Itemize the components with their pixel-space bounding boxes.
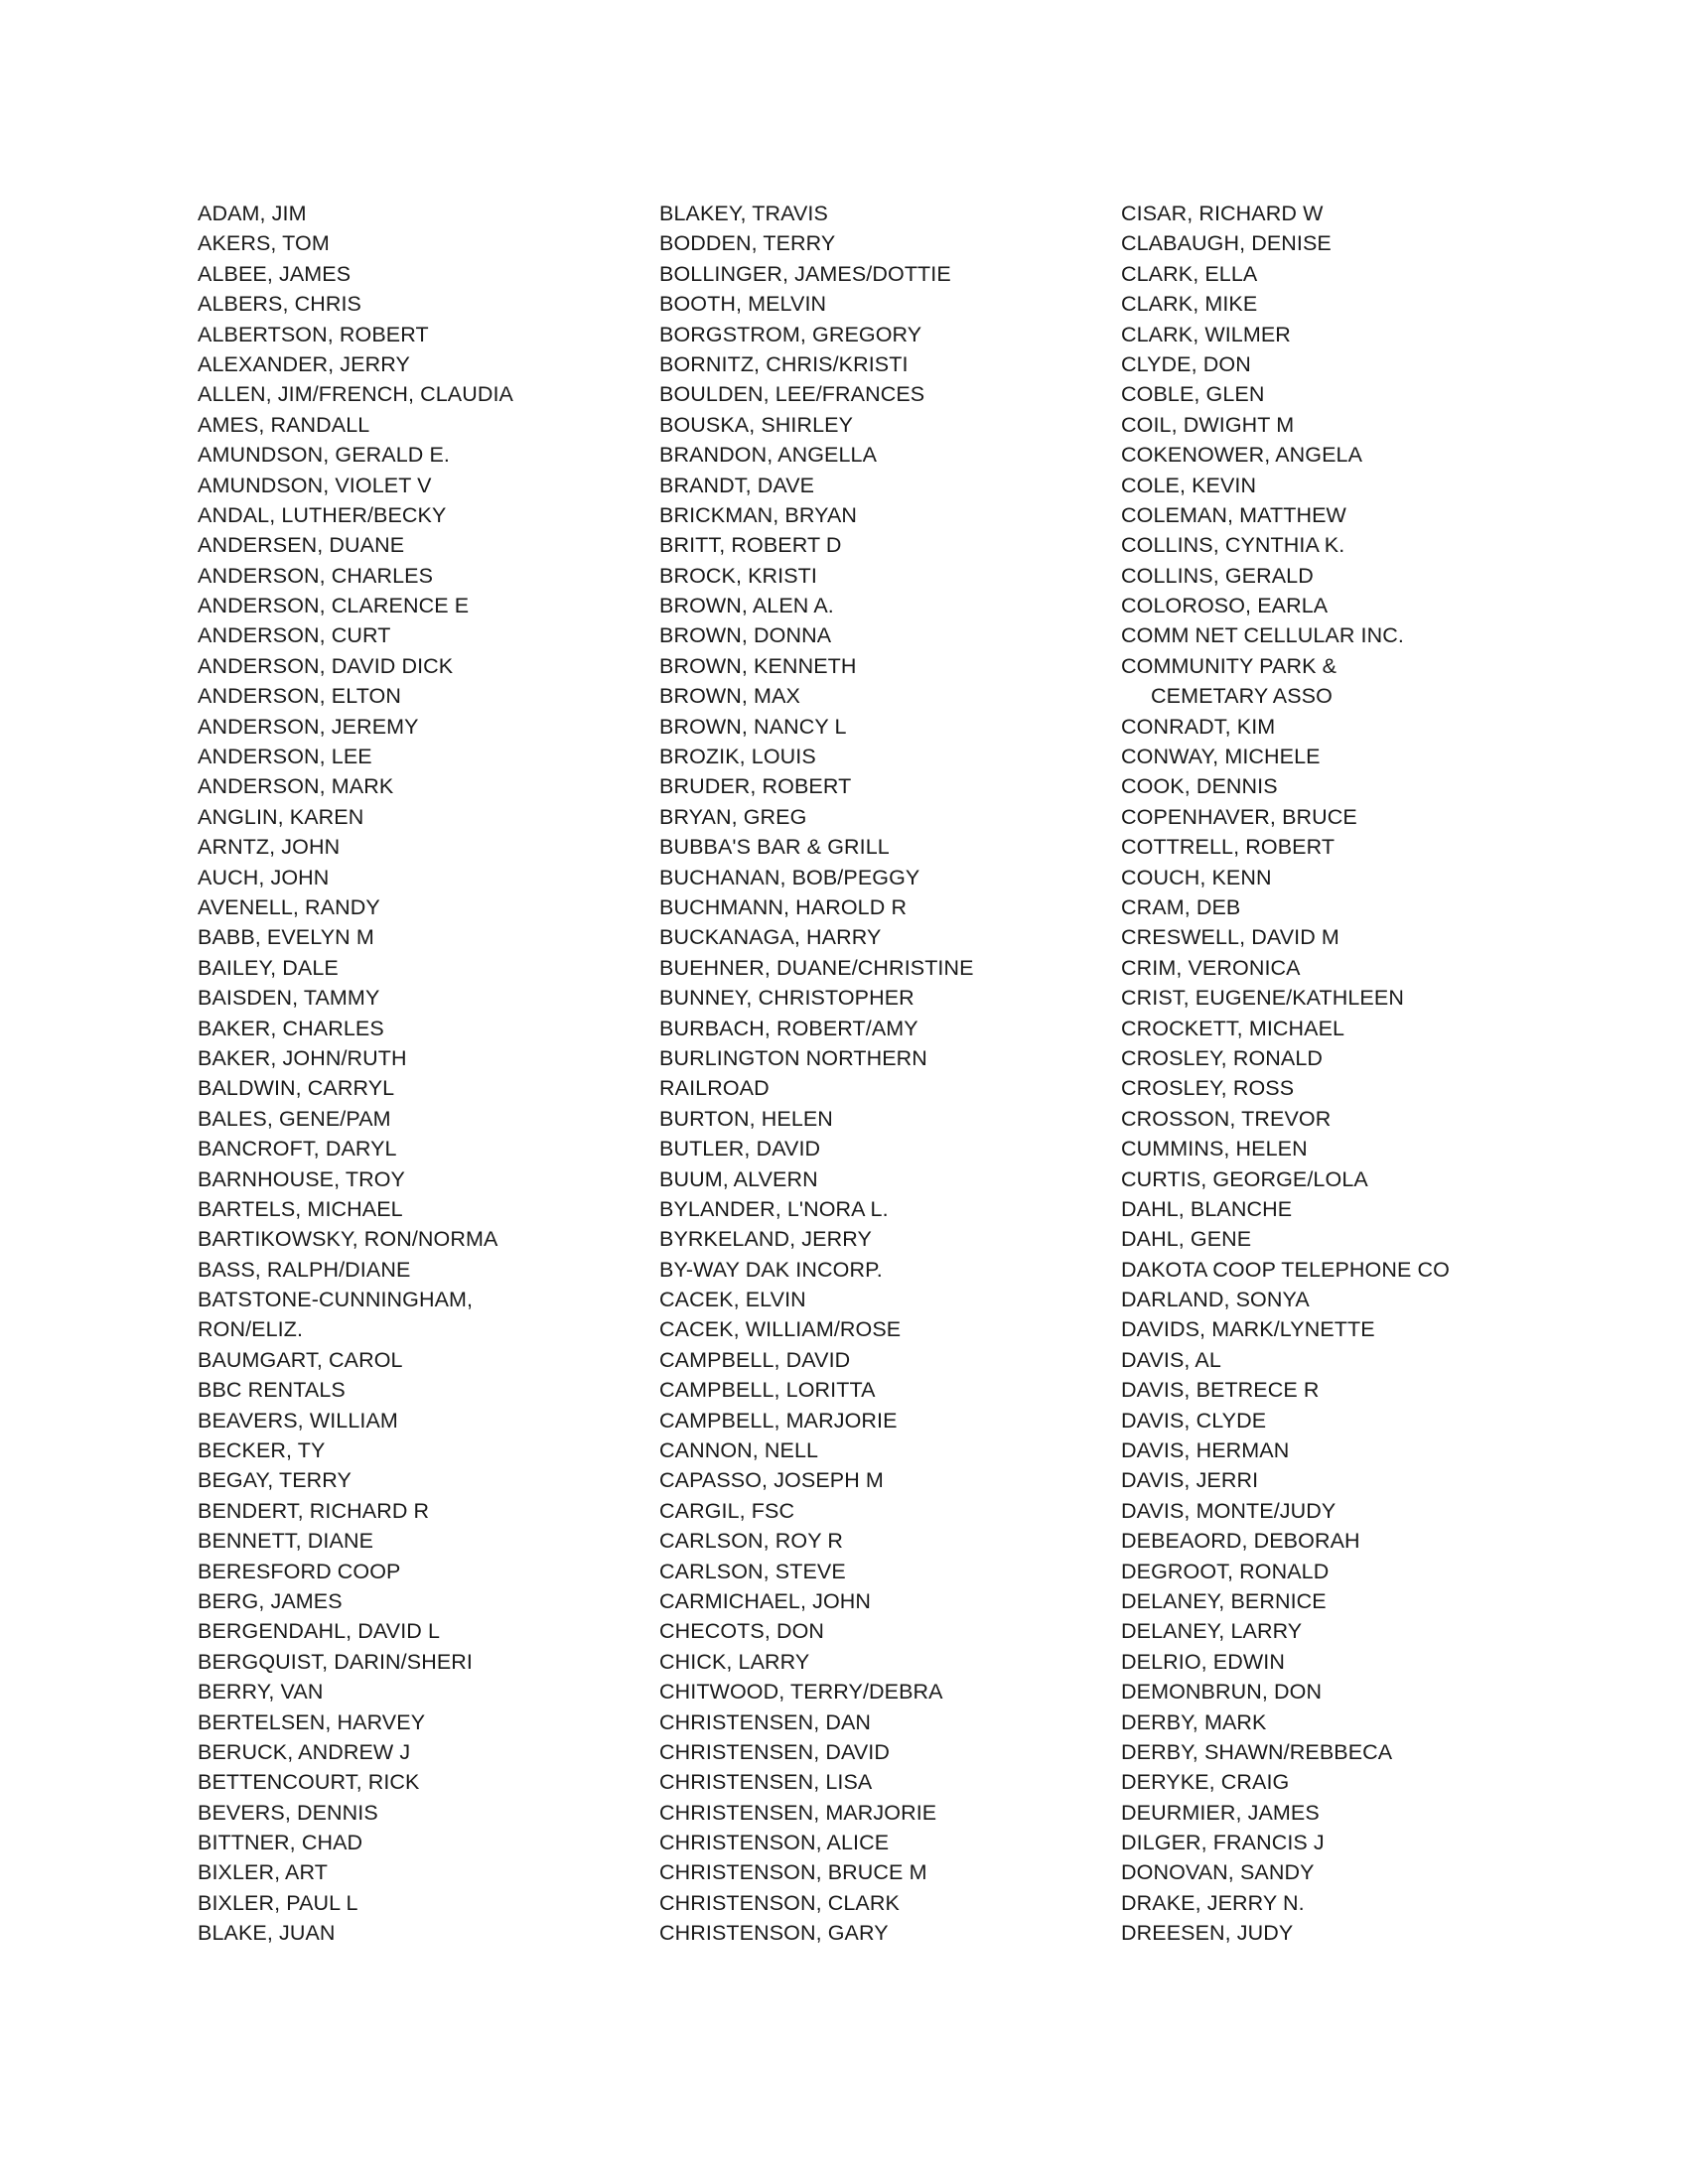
name-entry: BABB, EVELYN M — [198, 925, 374, 950]
name-entry: BARNHOUSE, TROY — [198, 1166, 405, 1191]
name-entry: BAKER, CHARLES — [198, 1016, 384, 1040]
name-entry: CARGIL, FSC — [659, 1498, 795, 1523]
name-entry: CAMPBELL, DAVID — [659, 1347, 851, 1372]
name-column-3 — [1121, 199, 1618, 1949]
name-entry: DAHL, BLANCHE — [1121, 1196, 1293, 1221]
name-entry: RAILROAD — [659, 1076, 770, 1101]
name-entry: DAVIS, JERRI — [1121, 1468, 1259, 1493]
name-entry: BRANDON, ANGELLA — [659, 443, 878, 468]
name-entry: ANDERSON, CURT — [198, 623, 391, 648]
name-entry: DERBY, MARK — [1121, 1709, 1267, 1734]
name-entry: BARTELS, MICHAEL — [198, 1196, 403, 1221]
name-entry: CROCKETT, MICHAEL — [1121, 1016, 1345, 1040]
name-entry: ANDERSON, JEREMY — [198, 714, 419, 739]
name-entry: BARTIKOWSKY, RON/NORMA — [198, 1227, 498, 1252]
name-entry: DAVIS, AL — [1121, 1347, 1221, 1372]
name-entry: BENNETT, DIANE — [198, 1529, 374, 1554]
name-entry: DAVIS, CLYDE — [1121, 1408, 1267, 1433]
name-entry: CRESWELL, DAVID M — [1121, 925, 1339, 950]
name-entry: CAMPBELL, LORITTA — [659, 1378, 876, 1403]
name-entry: COLE, KEVIN — [1121, 473, 1257, 497]
name-entry: BODDEN, TERRY — [659, 231, 836, 256]
name-entry: BAILEY, DALE — [198, 955, 339, 980]
name-entry: ALLEN, JIM/FRENCH, CLAUDIA — [198, 382, 513, 407]
name-entry: DEMONBRUN, DON — [1121, 1680, 1323, 1705]
name-entry: BEAVERS, WILLIAM — [198, 1408, 398, 1433]
name-entry: BERG, JAMES — [198, 1588, 343, 1613]
name-entry: COPENHAVER, BRUCE — [1121, 804, 1357, 829]
name-entry: BOULDEN, LEE/FRANCES — [659, 382, 925, 407]
name-entry: COLOROSO, EARLA — [1121, 594, 1329, 618]
name-entry: CACEK, ELVIN — [659, 1288, 806, 1312]
name-entry: ANDERSON, LEE — [198, 745, 372, 769]
name-entry: COUCH, KENN — [1121, 865, 1272, 889]
name-entry: BEGAY, TERRY — [198, 1468, 352, 1493]
name-entry: BLAKEY, TRAVIS — [659, 202, 828, 225]
name-entry: CONWAY, MICHELE — [1121, 745, 1321, 769]
name-entry: BUCKANAGA, HARRY — [659, 925, 882, 950]
name-entry: CHRISTENSON, BRUCE M — [659, 1860, 927, 1885]
name-entry: CARLSON, STEVE — [659, 1559, 846, 1583]
name-entry: BIXLER, ART — [198, 1860, 328, 1885]
name-entry: ANDERSON, CLARENCE E — [198, 594, 470, 618]
name-entry: DEURMIER, JAMES — [1121, 1800, 1320, 1825]
name-entry: BALES, GENE/PAM — [198, 1106, 391, 1131]
name-entry: BIXLER, PAUL L — [198, 1890, 358, 1915]
name-entry: AKERS, TOM — [198, 231, 330, 256]
name-entry: CROSSON, TREVOR — [1121, 1106, 1332, 1131]
name-entry: BOOTH, MELVIN — [659, 292, 827, 317]
name-entry: ANGLIN, KAREN — [198, 804, 364, 829]
name-entry: DAVIS, HERMAN — [1121, 1438, 1290, 1463]
name-entry: BROWN, MAX — [659, 684, 800, 709]
name-entry: CHRISTENSEN, DAN — [659, 1709, 872, 1734]
name-entry: CACEK, WILLIAM/ROSE — [659, 1317, 902, 1342]
name-entry: BYLANDER, L'NORA L. — [659, 1196, 889, 1221]
name-entry: COBLE, GLEN — [1121, 382, 1265, 407]
name-entry: DONOVAN, SANDY — [1121, 1860, 1315, 1885]
name-entry: BRANDT, DAVE — [659, 473, 815, 497]
name-entry: BANCROFT, DARYL — [198, 1137, 397, 1161]
name-entry: BURBACH, ROBERT/AMY — [659, 1016, 918, 1040]
name-entry: CHITWOOD, TERRY/DEBRA — [659, 1680, 943, 1705]
name-entry: DREESEN, JUDY — [1121, 1921, 1294, 1946]
name-entry: COOK, DENNIS — [1121, 774, 1278, 799]
name-entry: CEMETARY ASSO — [1151, 684, 1333, 709]
name-entry: ANDAL, LUTHER/BECKY — [198, 502, 447, 527]
name-entry: CHRISTENSON, ALICE — [659, 1831, 890, 1855]
name-entry: CHRISTENSON, CLARK — [659, 1890, 900, 1915]
name-entry: BAUMGART, CAROL — [198, 1347, 403, 1372]
name-entry: BROWN, ALEN A. — [659, 594, 834, 618]
name-entry: BBC RENTALS — [198, 1378, 346, 1403]
name-entry: BENDERT, RICHARD R — [198, 1498, 430, 1523]
name-entry: DERBY, SHAWN/REBBECA — [1121, 1739, 1393, 1764]
name-entry: BOUSKA, SHIRLEY — [659, 412, 854, 437]
name-entry: BRYAN, GREG — [659, 804, 807, 829]
name-entry: DAVIDS, MARK/LYNETTE — [1121, 1317, 1375, 1342]
name-entry: COTTRELL, ROBERT — [1121, 835, 1336, 860]
name-column-1 — [198, 199, 634, 1949]
name-entry: CHICK, LARRY — [659, 1649, 810, 1674]
name-entry: CANNON, NELL — [659, 1438, 819, 1463]
name-entry: CHRISTENSON, GARY — [659, 1921, 889, 1946]
name-entry: BROWN, DONNA — [659, 623, 832, 648]
name-entry: AMUNDSON, GERALD E. — [198, 443, 450, 468]
name-entry: ANDERSEN, DUANE — [198, 533, 405, 558]
name-entry: CURTIS, GEORGE/LOLA — [1121, 1166, 1368, 1191]
name-entry: CAMPBELL, MARJORIE — [659, 1408, 898, 1433]
name-entry: BORNITZ, CHRIS/KRISTI — [659, 351, 909, 376]
name-entry: COKENOWER, ANGELA — [1121, 443, 1363, 468]
name-entry: BETTENCOURT, RICK — [198, 1770, 420, 1795]
name-entry: ALEXANDER, JERRY — [198, 351, 410, 376]
name-entry: BECKER, TY — [198, 1438, 326, 1463]
name-entry: BERGQUIST, DARIN/SHERI — [198, 1649, 473, 1674]
name-entry: DELANEY, BERNICE — [1121, 1588, 1327, 1613]
name-entry: CHRISTENSEN, MARJORIE — [659, 1800, 937, 1825]
name-entry: CLABAUGH, DENISE — [1121, 231, 1332, 256]
name-entry: CAPASSO, JOSEPH M — [659, 1468, 884, 1493]
name-entry: BERGENDAHL, DAVID L — [198, 1619, 441, 1644]
name-entry: BAKER, JOHN/RUTH — [198, 1045, 407, 1070]
name-entry: ANDERSON, MARK — [198, 774, 394, 799]
name-entry: AMES, RANDALL — [198, 412, 370, 437]
name-entry: BASS, RALPH/DIANE — [198, 1257, 411, 1282]
name-entry: AUCH, JOHN — [198, 865, 330, 889]
name-entry: CARLSON, ROY R — [659, 1529, 843, 1554]
name-entry: BROCK, KRISTI — [659, 563, 817, 588]
name-entry: CRIM, VERONICA — [1121, 955, 1301, 980]
name-entry: BALDWIN, CARRYL — [198, 1076, 395, 1101]
name-entry: BROWN, NANCY L — [659, 714, 847, 739]
name-entry: CRIST, EUGENE/KATHLEEN — [1121, 986, 1404, 1011]
name-entry: BERUCK, ANDREW J — [198, 1739, 411, 1764]
name-entry: CLARK, WILMER — [1121, 322, 1291, 346]
name-entry: DERYKE, CRAIG — [1121, 1770, 1290, 1795]
name-entry: DAKOTA COOP TELEPHONE CO — [1121, 1257, 1450, 1282]
name-entry: CUMMINS, HELEN — [1121, 1137, 1308, 1161]
name-entry: BRITT, ROBERT D — [659, 533, 842, 558]
name-entry: BROWN, KENNETH — [659, 653, 857, 678]
name-entry: BERESFORD COOP — [198, 1559, 401, 1583]
name-entry: ANDERSON, CHARLES — [198, 563, 434, 588]
name-entry: CHECOTS, DON — [659, 1619, 825, 1644]
name-entry: DILGER, FRANCIS J — [1121, 1831, 1325, 1855]
name-entry: BERRY, VAN — [198, 1680, 324, 1705]
name-entry: AMUNDSON, VIOLET V — [198, 473, 432, 497]
name-entry: BUCHANAN, BOB/PEGGY — [659, 865, 920, 889]
name-entry: DELANEY, LARRY — [1121, 1619, 1303, 1644]
name-entry: BUEHNER, DUANE/CHRISTINE — [659, 955, 974, 980]
name-entry: DAVIS, BETRECE R — [1121, 1378, 1320, 1403]
name-entry: CISAR, RICHARD W — [1121, 202, 1324, 225]
name-entry: AVENELL, RANDY — [198, 894, 380, 919]
name-entry: COMM NET CELLULAR INC. — [1121, 623, 1404, 648]
name-entry: COLLINS, CYNTHIA K. — [1121, 533, 1345, 558]
name-entry: BEVERS, DENNIS — [198, 1800, 378, 1825]
name-entry: ANDERSON, ELTON — [198, 684, 401, 709]
name-entry: BURLINGTON NORTHERN — [659, 1045, 927, 1070]
name-entry: BUUM, ALVERN — [659, 1166, 818, 1191]
name-entry: BITTNER, CHAD — [198, 1831, 363, 1855]
name-entry: BROZIK, LOUIS — [659, 745, 816, 769]
name-entry: ALBEE, JAMES — [198, 261, 352, 286]
name-entry: BLAKE, JUAN — [198, 1921, 336, 1946]
name-entry: CLYDE, DON — [1121, 351, 1251, 376]
name-column-2 — [659, 199, 1096, 1949]
name-entry: BURTON, HELEN — [659, 1106, 833, 1131]
name-entry: BAISDEN, TAMMY — [198, 986, 380, 1011]
name-entry: ANDERSON, DAVID DICK — [198, 653, 454, 678]
name-entry: BRICKMAN, BRYAN — [659, 502, 858, 527]
name-entry: BUTLER, DAVID — [659, 1137, 821, 1161]
name-entry: CLARK, ELLA — [1121, 261, 1258, 286]
name-entry: BUNNEY, CHRISTOPHER — [659, 986, 914, 1011]
name-entry: COLEMAN, MATTHEW — [1121, 502, 1346, 527]
name-entry: BORGSTROM, GREGORY — [659, 322, 922, 346]
name-entry: CRAM, DEB — [1121, 894, 1241, 919]
name-entry: BUBBA'S BAR & GRILL — [659, 835, 890, 860]
name-entry: DAHL, GENE — [1121, 1227, 1252, 1252]
name-entry: BERTELSEN, HARVEY — [198, 1709, 426, 1734]
name-entry: CONRADT, KIM — [1121, 714, 1276, 739]
name-entry: ALBERS, CHRIS — [198, 292, 361, 317]
name-entry: BATSTONE-CUNNINGHAM, — [198, 1288, 474, 1312]
name-entry: CHRISTENSEN, DAVID — [659, 1739, 890, 1764]
name-entry: BOLLINGER, JAMES/DOTTIE — [659, 261, 951, 286]
name-entry: BYRKELAND, JERRY — [659, 1227, 872, 1252]
name-entry: RON/ELIZ. — [198, 1317, 304, 1342]
name-entry: COIL, DWIGHT M — [1121, 412, 1295, 437]
name-entry: CROSLEY, ROSS — [1121, 1076, 1295, 1101]
name-entry: CLARK, MIKE — [1121, 292, 1258, 317]
name-entry: DRAKE, JERRY N. — [1121, 1890, 1305, 1915]
name-entry: ALBERTSON, ROBERT — [198, 322, 429, 346]
name-entry: CHRISTENSEN, LISA — [659, 1770, 873, 1795]
name-entry: BUCHMANN, HAROLD R — [659, 894, 908, 919]
name-entry: BY-WAY DAK INCORP. — [659, 1257, 883, 1282]
name-entry: COMMUNITY PARK & — [1121, 653, 1337, 678]
name-entry: DARLAND, SONYA — [1121, 1288, 1310, 1312]
name-entry: DELRIO, EDWIN — [1121, 1649, 1285, 1674]
name-entry: DEBEAORD, DEBORAH — [1121, 1529, 1360, 1554]
name-entry: CARMICHAEL, JOHN — [659, 1588, 872, 1613]
name-entry: ARNTZ, JOHN — [198, 835, 341, 860]
name-entry: CROSLEY, RONALD — [1121, 1045, 1324, 1070]
name-entry: ADAM, JIM — [198, 202, 307, 225]
name-entry: DEGROOT, RONALD — [1121, 1559, 1330, 1583]
name-entry: COLLINS, GERALD — [1121, 563, 1314, 588]
name-entry: DAVIS, MONTE/JUDY — [1121, 1498, 1336, 1523]
name-entry: BRUDER, ROBERT — [659, 774, 852, 799]
